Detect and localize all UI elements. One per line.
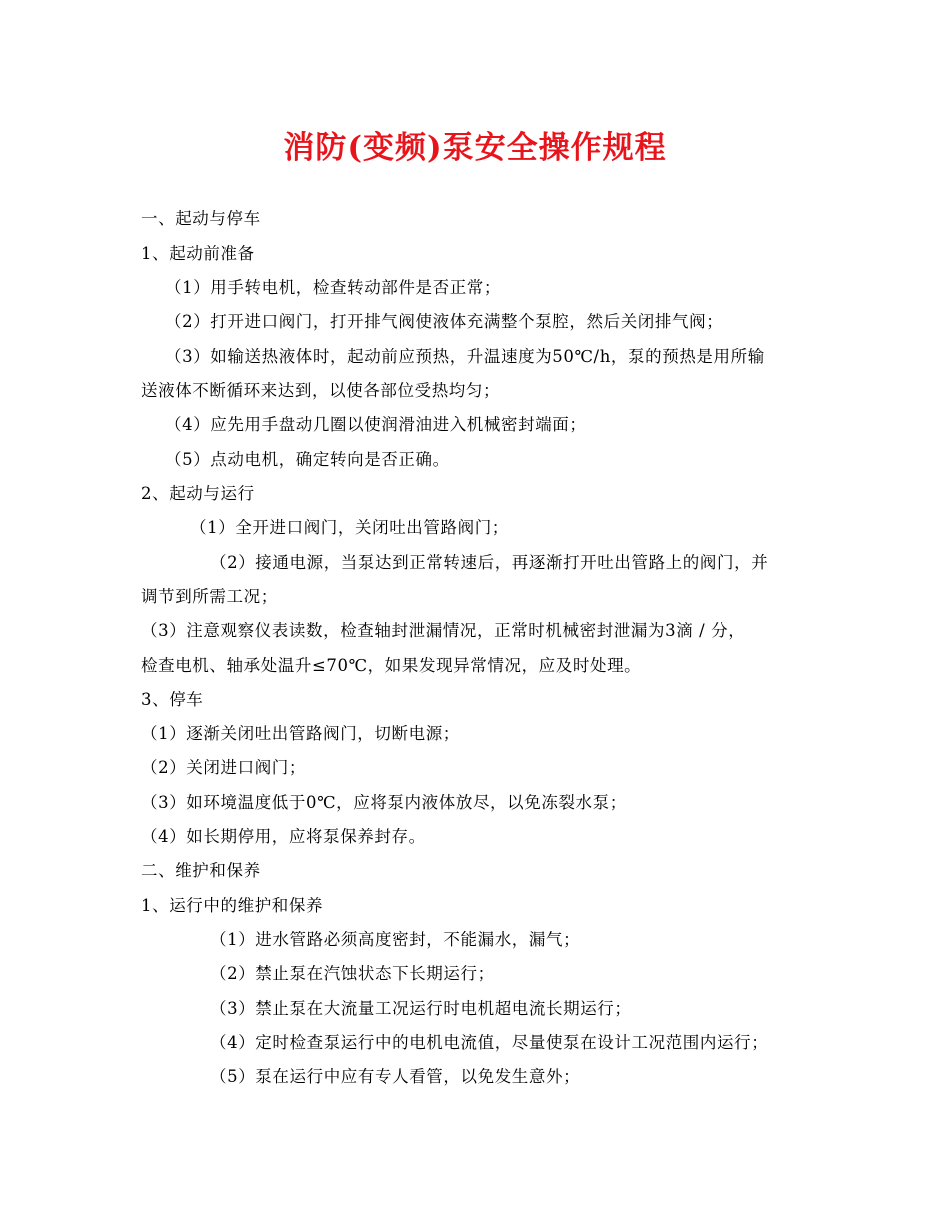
text-line: （1）用手转电机，检查转动部件是否正常；	[165, 278, 501, 297]
text-line: （3）注意观察仪表读数，检查轴封泄漏情况，正常时机械密封泄漏为3滴 / 分，	[141, 621, 746, 640]
text-line: （2）关闭进口阀门；	[141, 758, 306, 777]
subsection-heading: 2、起动与运行	[141, 484, 255, 503]
document-title: 消防(变频)泵安全操作规程	[283, 130, 667, 166]
text-line: （3）如输送热液体时，起动前应预热，升温速度为50℃/h，泵的预热是用所输	[165, 347, 765, 366]
text-line: （4）应先用手盘动几圈以使润滑油进入机械密封端面；	[165, 415, 587, 434]
text-line: （1）全开进口阀门，关闭吐出管路阀门；	[190, 518, 509, 537]
text-line: （2）打开进口阀门，打开排气阀使液体充满整个泵腔，然后关闭排气阀；	[165, 312, 724, 331]
text-line: （2）禁止泵在汽蚀状态下长期运行；	[210, 964, 495, 983]
text-line: （1）进水管路必须高度密封，不能漏水，漏气；	[210, 930, 581, 949]
text-line: 检查电机、轴承处温升≤70℃，如果发现异常情况，应及时处理。	[141, 656, 642, 675]
text-line: （5）点动电机，确定转向是否正确。	[165, 450, 450, 469]
text-line: （2）接通电源，当泵达到正常转速后，再逐渐打开吐出管路上的阀门，并	[210, 553, 769, 572]
text-line: （4）定时检查泵运行中的电机电流值，尽量使泵在设计工况范围内运行；	[210, 1033, 769, 1052]
text-line: 调节到所需工况；	[141, 587, 278, 606]
section-heading: 二、维护和保养	[141, 861, 261, 880]
text-line: 送液体不断循环来达到，以使各部位受热均匀；	[141, 381, 501, 400]
text-line: （4）如长期停用，应将泵保养封存。	[141, 827, 426, 846]
text-line: （3）禁止泵在大流量工况运行时电机超电流长期运行；	[210, 999, 632, 1018]
section-heading: 一、起动与停车	[141, 209, 261, 228]
text-line: （1）逐渐关闭吐出管路阀门，切断电源；	[141, 724, 460, 743]
text-line: （3）如环境温度低于0℃，应将泵内液体放尽，以免冻裂水泵；	[141, 793, 627, 812]
text-line: （5）泵在运行中应有专人看管，以免发生意外；	[210, 1067, 581, 1086]
subsection-heading: 1、起动前准备	[141, 244, 255, 263]
subsection-heading: 3、停车	[141, 690, 204, 709]
subsection-heading: 1、运行中的维护和保养	[141, 896, 324, 915]
